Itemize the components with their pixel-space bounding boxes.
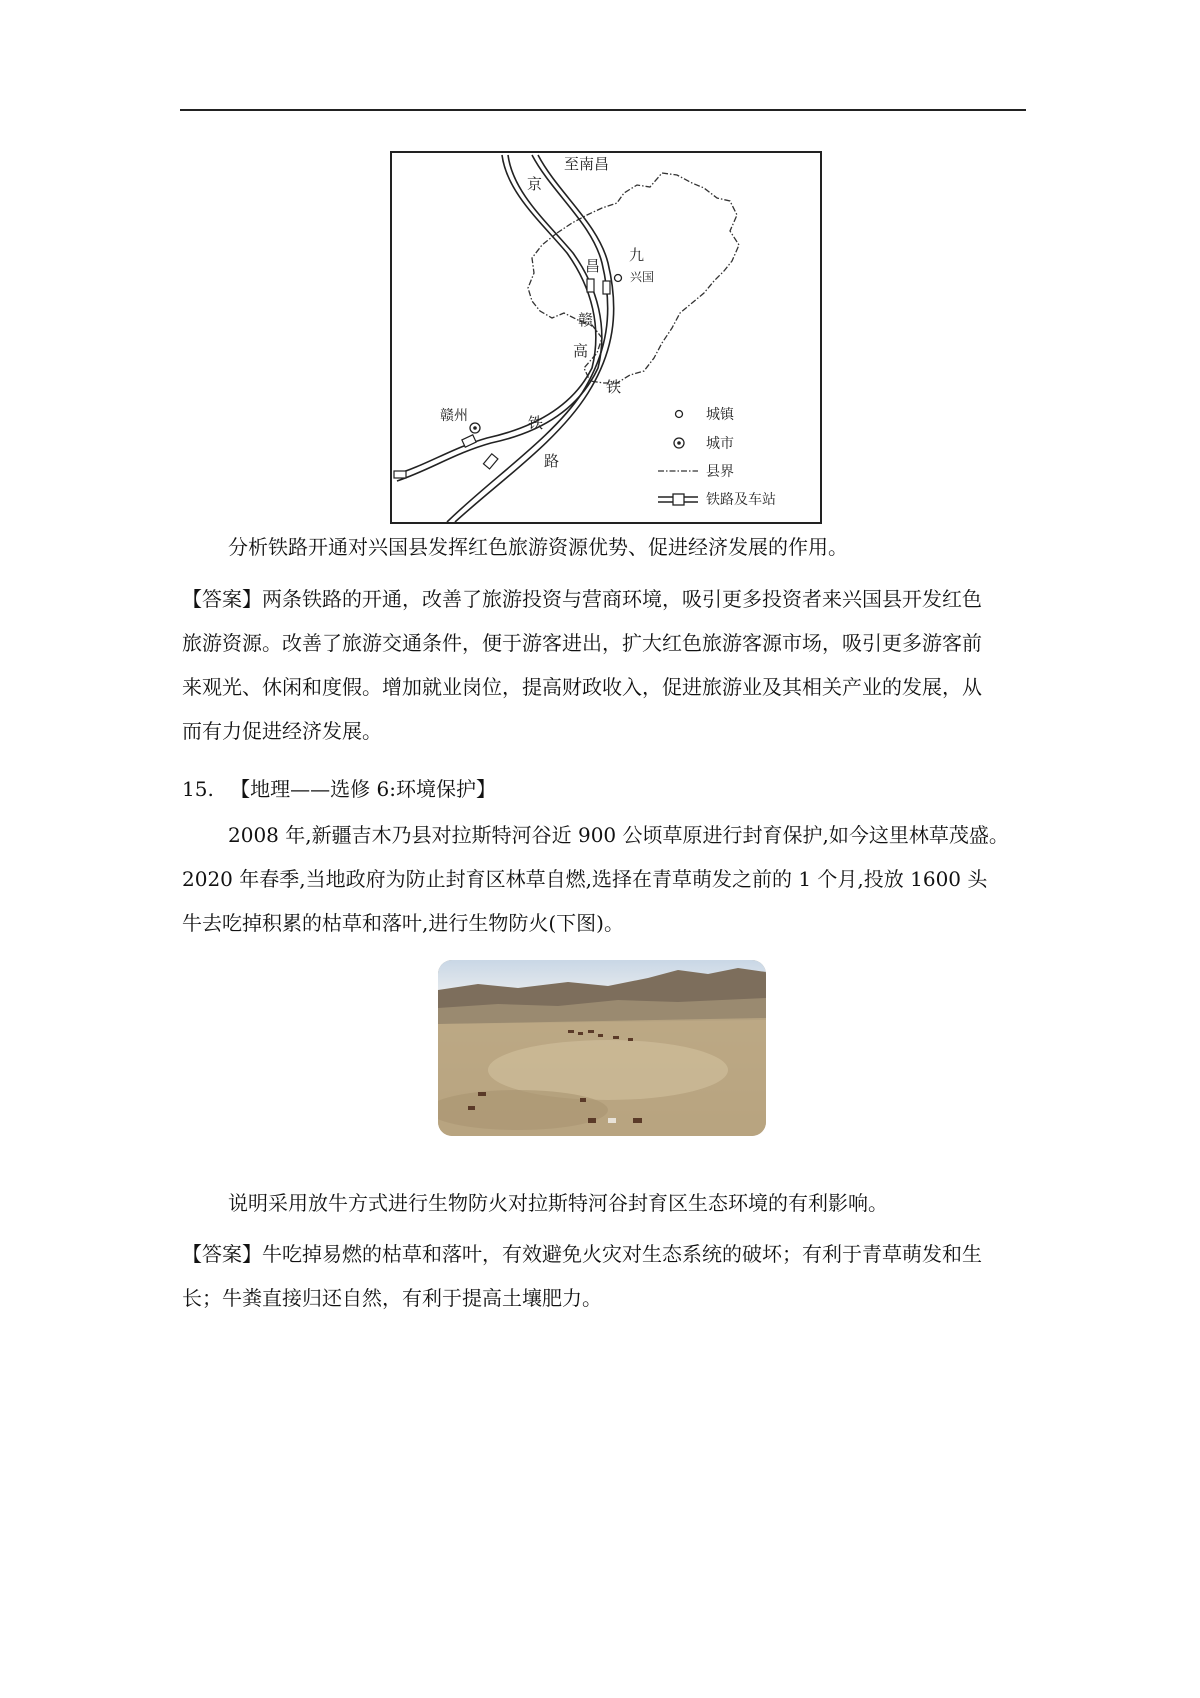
- xingguo-town-marker: [615, 275, 622, 282]
- q15-prompt-text: 说明采用放牛方式进行生物防火对拉斯特河谷封育区生态环境的有利影响。: [228, 1191, 888, 1215]
- label-gao: 高: [573, 342, 589, 360]
- q15-material-line: 牛去吃掉积累的枯草和落叶,进行生物防火(下图)。: [182, 911, 624, 935]
- jingjiu-railway-b: [397, 155, 602, 481]
- changgan-hsr-a: [447, 155, 608, 522]
- q14-answer-line: 【答案】两条铁路的开通，改善了旅游投资与营商环境，吸引更多投资者来兴国县开发红色: [182, 587, 982, 611]
- station-xingguo-rail: [587, 279, 594, 292]
- cattle-grazing-image: [438, 960, 766, 1136]
- cattle-grazing-photo: [438, 960, 766, 1136]
- q15-material: [182, 813, 1028, 945]
- railway-map-drawing: [392, 153, 820, 522]
- label-tie: 铁: [528, 414, 544, 432]
- label-jiu: 九: [629, 246, 645, 264]
- q15-heading: [182, 769, 1028, 809]
- station-xingguo-hsr: [603, 281, 610, 294]
- legend-station-icon: [673, 494, 684, 505]
- q15-material-line: 2020 年春季,当地政府为防止封育区林草自燃,选择在青草萌发之前的 1 个月,投放 1600 头: [182, 867, 988, 891]
- label-lu: 路: [544, 452, 560, 470]
- changgan-hsr-b: [455, 155, 614, 522]
- legend-city-label: 城市: [706, 436, 734, 452]
- q15-material-line: 2008 年,新疆吉木乃县对拉斯特河谷近 900 公顷草原进行封育保护,如今这里林草茂盛。: [228, 823, 1009, 847]
- q14-prompt: [182, 527, 1028, 567]
- q15-answer-line: 长；牛粪直接归还自然，有利于提高土壤肥力。: [182, 1286, 602, 1310]
- legend-border-label: 县界: [706, 464, 734, 480]
- station-ganzhou-rail: [462, 435, 476, 447]
- label-xingguo: 兴国: [630, 270, 655, 284]
- q15-answer-line: 【答案】牛吃掉易燃的枯草和落叶，有效避免火灾对生态系统的破坏；有利于青草萌发和生: [182, 1242, 982, 1266]
- q14-answer-line: 来观光、休闲和度假。增加就业岗位，提高财政收入，促进旅游业及其相关产业的发展，从: [182, 675, 982, 699]
- q14-answer-line: 而有力促进经济发展。: [182, 719, 382, 743]
- q14-answer-line: 旅游资源。改善了旅游交通条件，便于游客进出，扩大红色旅游客源市场，吸引更多游客前: [182, 631, 982, 655]
- station-ganzhou-hsr: [483, 454, 497, 469]
- q15-title: 【地理——选修 6:环境保护】: [230, 777, 496, 801]
- q15-number: 15.: [182, 777, 214, 801]
- q15-answer: [182, 1232, 1028, 1320]
- label-ganzhou: 赣州: [440, 408, 468, 424]
- legend-town-icon: [676, 411, 683, 418]
- ganzhou-city-dot: [473, 426, 477, 430]
- header-rule: [180, 109, 1026, 111]
- legend-town-label: 城镇: [706, 407, 734, 423]
- q14-answer: [182, 577, 1028, 753]
- label-tie-high: 铁: [606, 378, 622, 396]
- railway-map: [390, 151, 822, 524]
- legend-rail-label: 铁路及车站: [706, 492, 776, 508]
- label-jing: 京: [527, 175, 543, 193]
- q14-prompt-text: 分析铁路开通对兴国县发挥红色旅游资源优势、促进经济发展的作用。: [228, 535, 848, 559]
- legend-city-dot: [677, 441, 681, 445]
- label-chang: 昌: [585, 257, 601, 275]
- label-gan: 赣: [578, 311, 594, 329]
- label-to-nanchang: 至南昌: [564, 155, 610, 173]
- station-left-end: [394, 471, 406, 478]
- q15-prompt: [182, 1183, 1028, 1223]
